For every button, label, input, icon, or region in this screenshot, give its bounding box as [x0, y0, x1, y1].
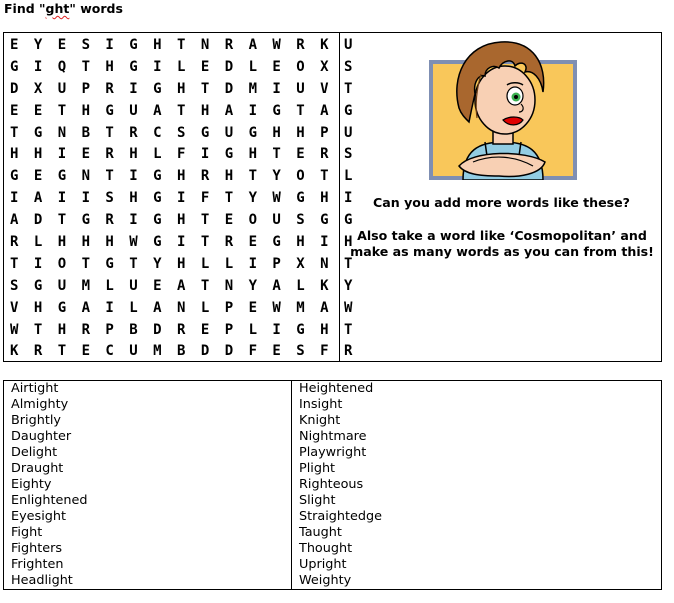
list-item: Almighty — [11, 397, 69, 412]
grid-row: E E T H G U A T H A I G T A G — [10, 102, 355, 119]
list-item: Frighten — [11, 557, 64, 572]
list-item: Airtight — [11, 381, 59, 396]
word-search-cell — [4, 33, 355, 361]
list-item: Taught — [299, 525, 342, 540]
list-item: Draught — [11, 461, 64, 476]
list-item: Straightedge — [299, 509, 383, 524]
title-suffix: " words — [69, 1, 123, 16]
grid-row: S G U M L U E A T N Y A L K Y — [10, 277, 355, 294]
grid-row: A D T G R I G H T E O U S G G — [10, 212, 355, 229]
title-prefix: Find " — [4, 1, 46, 16]
word-list — [3, 380, 662, 590]
list-item: Nightmare — [299, 429, 367, 444]
grid-row: R L H H H W G I T R E G H I H — [10, 234, 355, 251]
page-title — [4, 1, 123, 16]
list-item: Daughter — [11, 429, 72, 444]
list-item: Enlightened — [11, 493, 88, 508]
word-list-column-left — [4, 381, 292, 589]
list-item: Fight — [11, 525, 43, 540]
list-item: Eighty — [11, 477, 52, 492]
list-item: Brightly — [11, 413, 61, 428]
grid-row: I A I I S H G I F T Y W G H I — [10, 190, 355, 207]
list-item: Headlight — [11, 573, 73, 588]
grid-row: T I O T G T Y H L L I P X N T — [10, 255, 355, 272]
grid-row: E Y E S I G H T N R A W R K U — [10, 37, 355, 53]
grid-row: D X U P R I G H T D M I U V T — [10, 80, 355, 97]
grid-row: G I Q T H G I L E D L E O X S — [10, 58, 355, 75]
puzzle-panel — [3, 32, 662, 362]
grid-row: T G N B T R C S G U G H H P U — [10, 124, 355, 141]
grid-row: V H G A I L A N L P E W M A W — [10, 299, 355, 316]
list-item: Insight — [299, 397, 343, 412]
list-item: Knight — [299, 413, 341, 428]
grid-row: W T H R P B D R E P L I G H T — [10, 321, 355, 338]
question-text: Can you add more words like these? — [373, 195, 630, 210]
grid-row: K R T E C U M B D D F E S F R — [10, 343, 355, 360]
title-highlight: ght — [45, 1, 70, 16]
list-item: Delight — [11, 445, 58, 460]
word-search-grid — [10, 35, 354, 363]
list-item: Slight — [299, 493, 336, 508]
cartoon-girl-icon — [429, 38, 577, 180]
list-item: Upright — [299, 557, 347, 572]
list-item: Heightened — [299, 381, 374, 396]
list-item: Playwright — [299, 445, 367, 460]
list-item: Plight — [299, 461, 336, 476]
list-item: Fighters — [11, 541, 63, 556]
word-list-column-right — [292, 381, 661, 589]
grid-row: H H I E R H L F I G H T E R S — [10, 146, 355, 163]
prompt-cell — [341, 33, 662, 361]
list-item: Weighty — [299, 573, 352, 588]
grid-row: G E G N T I G H R H T Y O T L — [10, 168, 355, 185]
list-item: Thought — [299, 541, 353, 556]
task-text: Also take a word like ‘Cosmopolitan’ and make as many words as you can from this! — [350, 228, 654, 259]
list-item: Eyesight — [11, 509, 67, 524]
list-item: Righteous — [299, 477, 364, 492]
